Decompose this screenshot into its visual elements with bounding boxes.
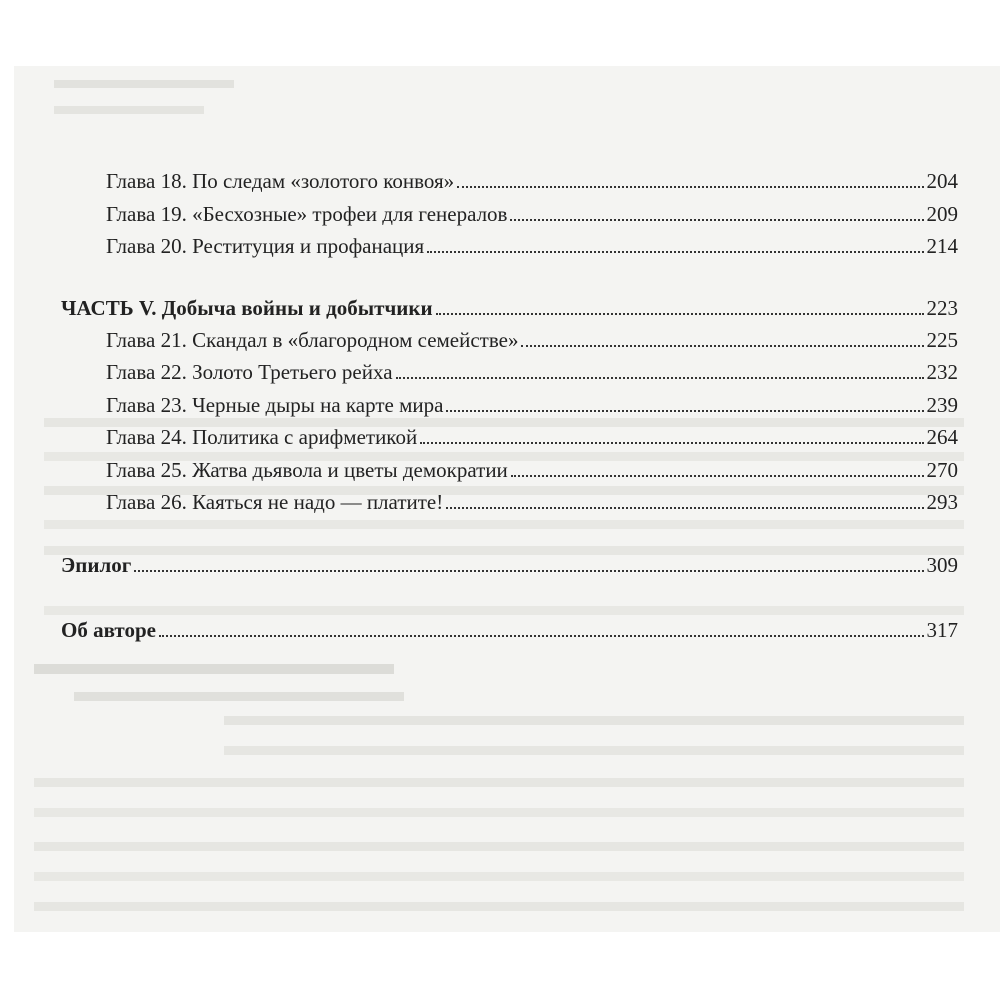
toc-entry-part-5 (61, 291, 958, 321)
toc-entry-chapter-24 (106, 420, 958, 450)
toc-top-title: Эпилог (61, 553, 132, 577)
toc-top-title: Об авторе (61, 618, 156, 642)
toc-entry-epilogue (61, 548, 958, 578)
dot-leader (396, 377, 924, 379)
toc-part-title: ЧАСТЬ V. Добыча войны и добытчики (61, 296, 433, 320)
toc-entry-title: Глава 24. Политика с арифметикой (106, 425, 418, 449)
dot-leader (521, 345, 923, 347)
toc-entry-about-author (61, 613, 958, 643)
toc-entry-title: Глава 21. Скандал в «благородном семействе» (106, 328, 519, 352)
table-of-contents (14, 66, 1000, 932)
dot-leader (436, 313, 924, 315)
dot-leader (457, 186, 923, 188)
toc-entry-title: Глава 19. «Бесхозные» трофеи для генералов (106, 202, 508, 226)
toc-entry-chapter-26 (106, 485, 958, 515)
toc-entry-page-number: 239 (926, 393, 958, 417)
toc-entry-chapter-25 (106, 453, 958, 483)
toc-entry-page-number: 232 (926, 360, 958, 384)
toc-entry-title: Глава 18. По следам «золотого конвоя» (106, 169, 455, 193)
toc-entry-page-number: 204 (926, 169, 958, 193)
toc-entry-chapter-19 (106, 197, 958, 227)
dot-leader (427, 251, 923, 253)
dot-leader (511, 475, 924, 477)
dot-leader (446, 410, 923, 412)
dot-leader (510, 219, 923, 221)
toc-entry-page-number: 214 (926, 234, 958, 258)
toc-entry-page-number: 225 (926, 328, 958, 352)
toc-entry-page-number: 309 (926, 553, 958, 577)
toc-entry-title: Глава 25. Жатва дьявола и цветы демократии (106, 458, 508, 482)
toc-entry-chapter-20 (106, 229, 958, 259)
toc-entry-chapter-22 (106, 355, 958, 385)
toc-entry-page-number: 264 (926, 425, 958, 449)
toc-entry-page-number: 317 (926, 618, 958, 642)
toc-entry-page-number: 223 (926, 296, 958, 320)
toc-entry-chapter-21 (106, 323, 958, 353)
dot-leader (420, 442, 923, 444)
toc-entry-page-number: 270 (926, 458, 958, 482)
toc-entry-title: Глава 22. Золото Третьего рейха (106, 360, 393, 384)
toc-entry-chapter-23 (106, 388, 958, 418)
toc-entry-chapter-18 (106, 164, 958, 194)
toc-entry-title: Глава 20. Реституция и профанация (106, 234, 425, 258)
dot-leader (159, 635, 924, 637)
dot-leader (446, 507, 923, 509)
toc-entry-page-number: 293 (926, 490, 958, 514)
dot-leader (134, 570, 923, 572)
toc-entry-title: Глава 23. Черные дыры на карте мира (106, 393, 444, 417)
toc-entry-page-number: 209 (926, 202, 958, 226)
toc-entry-title: Глава 26. Каяться не надо — платите! (106, 490, 444, 514)
book-page (14, 66, 1000, 932)
